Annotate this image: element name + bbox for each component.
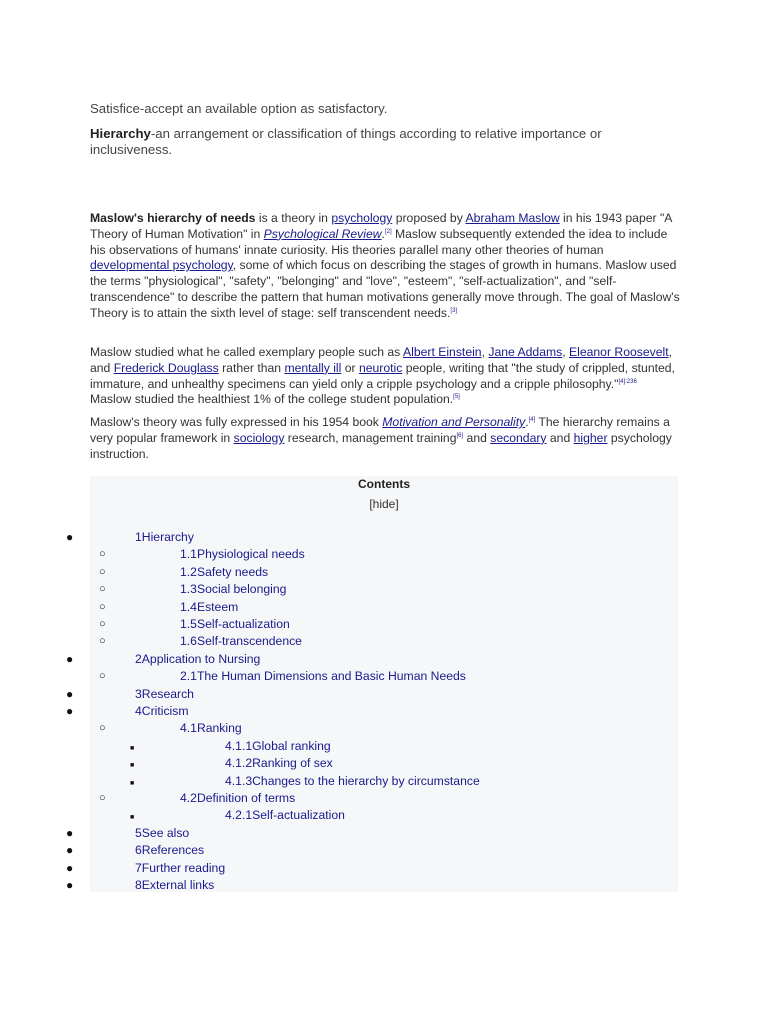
link-frederick-douglass[interactable]: Frederick Douglass [113,360,219,375]
toc-title: Contents [358,477,410,491]
toc-item-number: 1.4 [180,599,197,614]
hierarchy-definition: -an arrangement or classification of things according to relative importance or inclusiveness. [90,126,602,157]
link-developmental-psychology[interactable]: developmental psychology [90,258,233,273]
toc-item[interactable] [180,669,466,683]
toc-bullet-icon: ○ [99,583,106,596]
article-paragraph-1: Maslow's hierarchy of needs is a theory in psychology proposed by Abraham Maslow in his 1943 paper "A Theory of Human Motivation" in Psychological Review.[2] Maslow subsequently extended the idea to include his observations of humans' innate curiosity. His theories parallel many other theories of human developmental psychology, some of which focus on describing the stages of growth in humans. Maslow used the terms "physiological", "safety", "belonging" and "love", "esteem", "self-actualization", and "self-transcendence" to describe the pattern that human motivations generally move through. The goal of Maslow's Theory is to attain the sixth level of stage: self transcendent needs.[3] [90,211,680,320]
toc-item-label: Esteem [196,599,239,614]
toc-item-label: External links [141,878,215,892]
toc-item[interactable] [180,791,295,805]
toc-item-label: See also [141,825,190,840]
p2-text-8: Maslow studied the healthiest 1% of the college student population. [90,392,454,407]
link-secondary[interactable]: secondary [490,430,547,445]
toc-bullet-icon: ○ [99,670,106,683]
citation-6[interactable]: [6] [456,432,464,439]
link-mentally-ill[interactable]: mentally ill [284,360,342,375]
p2-text-6: or [341,360,359,375]
toc-item-label: Changes to the hierarchy by circumstance [252,773,480,788]
toc-item-number: 4.1.3 [225,773,253,788]
link-sociology[interactable]: sociology [233,430,285,445]
toc-item-label: Safety needs [196,564,269,579]
link-abraham-maslow[interactable]: Abraham Maslow [465,211,560,225]
toc-bullet-icon: ● [66,704,74,718]
toc-item-label: Global ranking [252,738,331,753]
toc-bullet-icon: ■ [130,744,135,752]
article-title: Maslow's hierarchy of needs [90,211,256,225]
link-eleanor-roosevelt[interactable]: Eleanor Roosevelt [569,345,669,359]
link-jane-addams[interactable]: Jane Addams [488,345,563,359]
toc-item-number: 4 [135,704,142,718]
link-higher[interactable]: higher [573,430,608,445]
toc-item-number: 4.1.2 [225,756,253,771]
toc-bullet-icon: ● [66,878,74,892]
toc-item[interactable] [225,808,345,822]
hierarchy-term: Hierarchy [90,126,151,141]
toc-item[interactable] [225,739,331,753]
toc-bullet-icon: ● [66,530,74,544]
article-paragraph-3: Maslow's theory was fully expressed in his 1954 book Motivation and Personality.[4] The hierarchy remains a very popular framework in sociology research, management training[6] and secondary and higher psychology instruction. [90,415,672,461]
toc-item-number: 6 [135,843,142,858]
toc-item-number: 4.2 [180,791,197,805]
citation-4[interactable]: [4] [528,417,536,423]
toc-item-number: 7 [135,860,142,875]
toc-bullet-icon: ■ [130,762,135,770]
toc-item-number: 4.2.1 [225,808,253,823]
toc-bullet-icon: ○ [99,600,106,613]
toc-item[interactable] [180,600,238,614]
definition-hierarchy [90,126,650,158]
toc-item-label: Hierarchy [141,530,194,544]
p3-text-2: The hierarchy remains a very popular framework in [90,415,670,445]
toc-item[interactable] [135,826,189,840]
toc-bullet-icon: ○ [99,635,106,648]
toc-item[interactable] [135,687,194,701]
toc-item[interactable] [135,530,194,544]
p2-text-5: rather than [218,360,285,375]
toc-bullet-icon: ● [66,843,74,858]
link-psychological-review[interactable]: Psychological Review [263,226,382,241]
toc-bullet-icon: ● [66,651,74,666]
toc-item-number: 1.1 [180,547,197,562]
link-motivation-and-personality[interactable]: Motivation and Personality [382,415,526,429]
p1-text-4: Maslow subsequently extended the idea to include his observations of humans' innate curiosity. His theories parallel many other theories of human [90,226,668,257]
p3-text-1: Maslow's theory was fully expressed in his 1954 book [90,415,383,429]
toc-item-label: Self-transcendence [196,634,302,649]
p3-text-6: psychology instruction. [90,430,672,461]
toc-item-number: 4.1 [180,721,197,736]
toc-item-number: 2 [135,651,142,666]
link-albert-einstein[interactable]: Albert Einstein [403,345,482,359]
toc-item[interactable] [180,617,290,631]
toc-item-label: Self-actualization [252,808,345,823]
toc-item-label: Criticism [141,704,189,718]
toc-bullet-icon: ○ [99,792,106,804]
toc-bullet-icon: ○ [99,565,106,578]
toc-item-label: Further reading [141,860,226,875]
toc-item[interactable] [135,704,189,718]
p3-text-4: and [463,430,491,445]
citation-4-236[interactable]: [4]:236 [618,378,637,385]
p1-text-5: , some of which focus on describing the stages of growth in humans. Maslow used the terms "physiological", "safety", "belonging" and "love", "esteem", "self-actualization", and "self-transcendence" to describe the pattern that human motivations generally move through. The goal of Maslow's Theory is to attain the sixth level of stage: self transcendent needs. [90,258,680,320]
p2-text-7: people, writing that "the study of crippled, stunted, immature, and unhealthy specimens can yield only a cripple psychology and a cripple philosophy." [90,360,675,391]
toc-bullet-icon: ● [66,686,74,701]
p3-text-5: and [546,430,574,445]
toc-item-number: 1.6 [180,634,197,649]
toc-item[interactable] [180,565,268,579]
toc-item[interactable] [135,878,214,892]
citation-2[interactable]: [2] [384,228,392,235]
p2-text-4: , and [90,345,672,375]
toc-item-number: 5 [135,825,142,840]
toc-item[interactable] [135,652,260,666]
toc-item-number: 1.2 [180,564,197,579]
toc-bullet-icon: ● [66,825,74,840]
toc-item[interactable] [180,721,242,735]
p1-text-1: is a theory in [255,211,332,225]
toc-item[interactable] [180,634,302,648]
toc-bullet-icon: ■ [130,814,135,822]
toc-item-label: Physiological needs [196,547,305,562]
toc-item-label: Ranking of sex [252,756,333,771]
toc-bullet-icon: ○ [99,548,106,561]
link-neurotic[interactable]: neurotic [358,360,403,375]
article-paragraph-2 [90,345,680,408]
toc-item-number: 8 [135,878,142,892]
toc-bullet-icon: ● [66,860,74,875]
toc-item[interactable] [135,861,225,875]
toc-item-label: Application to Nursing [141,651,261,666]
p2-text-3: , [562,345,570,359]
toc-item[interactable] [135,843,204,857]
p1-text-3: in his 1943 paper "A Theory of Human Motivation" in [90,211,672,241]
toc-hide-toggle[interactable]: [hide] [369,497,399,511]
toc-item-label: Research [141,686,194,701]
toc-bullet-icon: ○ [99,722,106,735]
citation-5[interactable]: [5] [453,394,460,401]
toc-item[interactable] [180,547,305,561]
toc-bullet-icon: ■ [130,779,135,787]
toc-item-label: References [141,843,205,858]
toc-item-number: 2.1 [180,669,197,684]
definition-satisfice: Satisfice-accept an available option as satisfactory. [90,101,388,116]
p1-text-2: proposed by [392,211,466,225]
toc-item-number: 1 [135,530,142,544]
toc-item-number: 4.1.1 [225,738,253,753]
toc-item-label: The Human Dimensions and Basic Human Needs [196,669,466,684]
p2-text-1: Maslow studied what he called exemplary people such as [90,345,403,359]
toc-item-label: Self-actualization [196,617,290,631]
toc-item[interactable] [180,582,286,596]
citation-3[interactable]: [3] [450,307,458,314]
toc-item[interactable] [225,774,480,788]
p2-text-2: , [481,345,489,359]
toc-item[interactable] [225,756,333,770]
toc-bullet-icon: ○ [99,618,106,630]
p3-text-3: research, management training [284,430,457,445]
link-psychology[interactable]: psychology [331,211,393,225]
toc-item-label: Ranking [196,721,242,736]
toc-item-label: Definition of terms [196,791,296,805]
toc-item-label: Social belonging [196,582,287,597]
toc-item-number: 3 [135,686,142,701]
toc-item-number: 1.3 [180,582,197,597]
toc-item-number: 1.5 [180,617,197,631]
